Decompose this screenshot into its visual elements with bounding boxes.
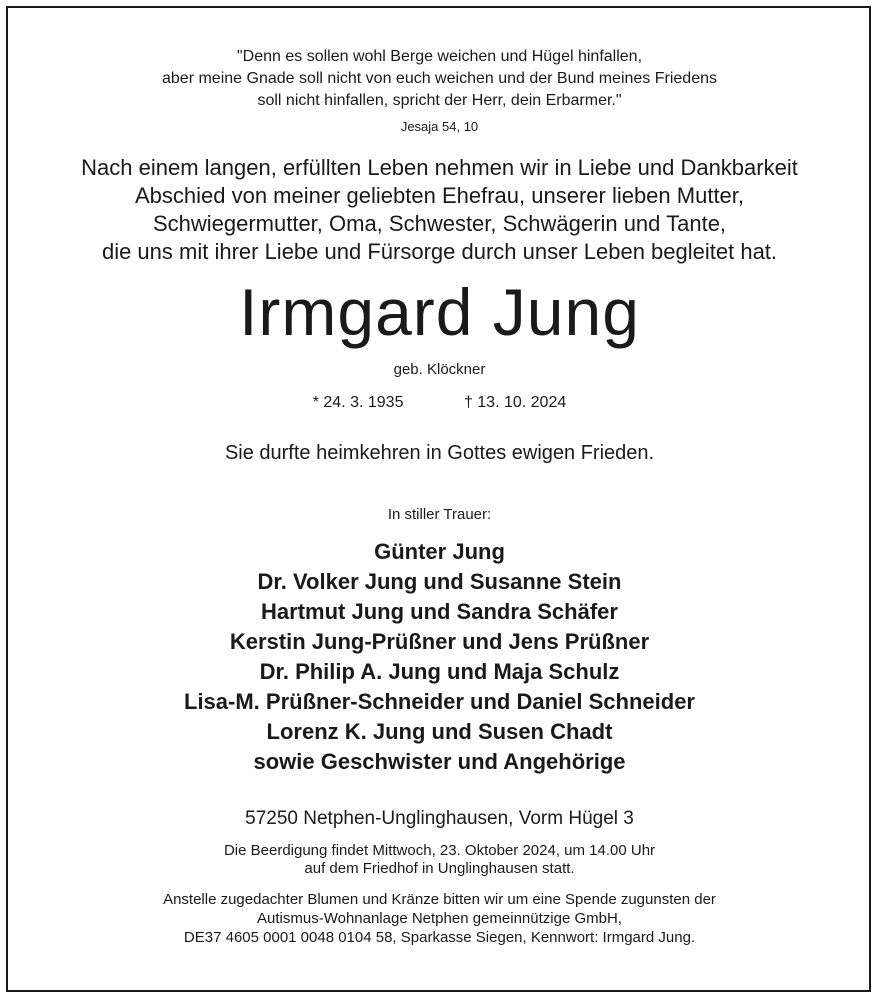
verse-line: "Denn es sollen wohl Berge weichen und Hügel hinfallen, bbox=[236, 48, 643, 65]
bible-verse bbox=[0, 46, 879, 112]
burial-line: Die Beerdigung findet Mittwoch, 23. Oktober 2024, um 14.00 Uhr bbox=[223, 842, 656, 859]
birth-date: * 24. 3. 1935 bbox=[312, 394, 404, 411]
mourner: Hartmut Jung und Sandra Schäfer bbox=[261, 599, 618, 624]
death-date: † 13. 10. 2024 bbox=[463, 394, 567, 411]
intro-line: Abschied von meiner geliebten Ehefrau, unserer lieben Mutter, bbox=[134, 183, 745, 208]
mourner: sowie Geschwister und Angehörige bbox=[253, 749, 626, 774]
peace-text: Sie durfte heimkehren in Gottes ewigen Frieden. bbox=[224, 442, 655, 464]
mourner: Dr. Philip A. Jung und Maja Schulz bbox=[259, 659, 620, 684]
mourners-list bbox=[0, 537, 879, 777]
intro-line: die uns mit ihrer Liebe und Fürsorge durch unser Leben begleitet hat. bbox=[101, 239, 778, 264]
birth-name: geb. Klöckner bbox=[393, 361, 486, 378]
family-address: 57250 Netphen-Unglinghausen, Vorm Hügel 3 bbox=[245, 808, 634, 829]
deceased-name: Irmgard Jung bbox=[239, 275, 640, 349]
burial-info bbox=[0, 842, 879, 878]
intro-text bbox=[0, 154, 879, 266]
burial-line: auf dem Friedhof in Unglinghausen statt. bbox=[304, 860, 575, 877]
donation-line: Anstelle zugedachter Blumen und Kränze bitten wir um eine Spende zugunsten der bbox=[163, 891, 716, 908]
mourner: Kerstin Jung-Prüßner und Jens Prüßner bbox=[229, 629, 650, 654]
donation-line: Autismus-Wohnanlage Netphen gemeinnützige GmbH, bbox=[257, 910, 622, 927]
mourner: Lorenz K. Jung und Susen Chadt bbox=[266, 719, 613, 744]
intro-line: Schwiegermutter, Oma, Schwester, Schwägerin und Tante, bbox=[152, 211, 727, 236]
mourner: Dr. Volker Jung und Susanne Stein bbox=[257, 569, 622, 594]
life-dates bbox=[0, 394, 879, 412]
verse-reference: Jesaja 54, 10 bbox=[400, 119, 479, 134]
mourner: Lisa-M. Prüßner-Schneider und Daniel Schneider bbox=[184, 689, 695, 714]
verse-line: aber meine Gnade soll nicht von euch weichen und der Bund meines Friedens bbox=[162, 70, 717, 87]
intro-line: Nach einem langen, erfüllten Leben nehmen wir in Liebe und Dankbarkeit bbox=[81, 155, 798, 180]
donation-line: DE37 4605 0001 0048 0104 58, Sparkasse Siegen, Kennwort: Irmgard Jung. bbox=[183, 929, 696, 946]
mourner: Günter Jung bbox=[374, 539, 505, 564]
donation-info bbox=[0, 890, 879, 947]
mourning-label: In stiller Trauer: bbox=[387, 506, 492, 523]
verse-line: soll nicht hinfallen, spricht der Herr, dein Erbarmer." bbox=[257, 92, 622, 109]
